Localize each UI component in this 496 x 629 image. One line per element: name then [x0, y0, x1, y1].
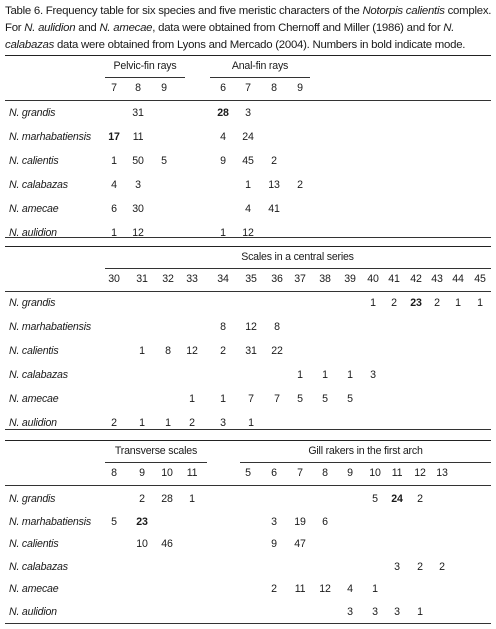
count-cell: 12: [319, 583, 331, 596]
species-name: N. marhabatiensis: [9, 515, 91, 528]
column-header: 36: [271, 273, 283, 285]
count-cell: 1: [189, 493, 195, 505]
column-header: 7: [297, 467, 303, 479]
column-header: 43: [431, 273, 443, 285]
count-cell: 7: [248, 393, 254, 405]
table-top-rule: [5, 440, 491, 441]
count-cell: 45: [242, 155, 254, 167]
count-cell: 3: [394, 560, 400, 573]
column-header: 12: [414, 467, 426, 479]
column-header: 33: [186, 273, 198, 285]
column-header: 44: [452, 273, 464, 285]
group-header-rule: [105, 462, 207, 463]
count-cell: 8: [165, 345, 171, 357]
table-bottom-rule: [5, 429, 491, 430]
header-bottom-rule: [5, 291, 491, 292]
group-header-rule: [105, 77, 185, 78]
count-cell: 3: [135, 179, 141, 191]
column-header: 32: [162, 273, 174, 285]
species-name: N. marhabatiensis: [9, 131, 91, 143]
count-cell: 5: [297, 393, 303, 405]
count-cell: 13: [268, 179, 280, 191]
column-header: 10: [369, 467, 381, 479]
count-cell: 4: [347, 583, 353, 596]
species-name: N. calabazas: [9, 179, 68, 191]
count-cell: 1: [139, 345, 145, 357]
count-cell: 1: [347, 369, 353, 381]
column-header: 37: [294, 273, 306, 285]
caption-species-name: N. aulidion: [24, 22, 76, 34]
count-cell: 1: [477, 297, 483, 309]
count-cell: 2: [417, 560, 423, 573]
column-header: 41: [388, 273, 400, 285]
species-name: N. grandis: [9, 107, 56, 119]
group-header: Gill rakers in the first arch: [308, 445, 423, 457]
count-cell: 24: [391, 493, 403, 505]
count-cell: 7: [274, 393, 280, 405]
count-cell: 2: [220, 345, 226, 357]
count-cell: 2: [297, 179, 303, 191]
column-header: 9: [347, 467, 353, 479]
count-cell: 2: [271, 583, 277, 596]
caption-species-name: N. calabazas: [5, 22, 455, 51]
group-header: Anal-fin rays: [231, 60, 289, 72]
species-name: N. calabazas: [9, 560, 68, 573]
species-name: N. grandis: [9, 297, 56, 309]
table-caption: [5, 3, 493, 54]
count-cell: 10: [136, 538, 148, 551]
column-header: 45: [474, 273, 486, 285]
column-header: 8: [111, 467, 117, 479]
count-cell: 12: [186, 345, 198, 357]
column-header: 31: [136, 273, 148, 285]
count-cell: 31: [132, 107, 144, 119]
caption-text: data were obtained from Lyons and Mercado (2004). Numbers in bold indicate mode.: [54, 39, 466, 51]
column-header: 8: [271, 82, 277, 94]
count-cell: 1: [189, 393, 195, 405]
count-cell: 1: [111, 227, 117, 239]
table-fin-rays: [5, 55, 491, 238]
count-cell: 3: [370, 369, 376, 381]
caption-text: , data were obtained from Chernoff and Miller (1986) and for: [152, 22, 444, 34]
species-name: N. grandis: [9, 493, 56, 505]
count-cell: 23: [136, 515, 148, 528]
species-name: N. aulidion: [9, 417, 57, 429]
count-cell: 1: [322, 369, 328, 381]
count-cell: 5: [111, 515, 117, 528]
caption-text: and: [75, 22, 100, 34]
count-cell: 30: [132, 203, 144, 215]
count-cell: 4: [111, 179, 117, 191]
count-cell: 9: [271, 538, 277, 551]
group-header-rule: [240, 462, 491, 463]
species-name: N. amecae: [9, 583, 59, 596]
count-cell: 24: [242, 131, 254, 143]
count-cell: 3: [220, 417, 226, 429]
count-cell: 12: [132, 227, 144, 239]
column-header: 13: [436, 467, 448, 479]
count-cell: 1: [372, 583, 378, 596]
count-cell: 1: [297, 369, 303, 381]
count-cell: 5: [161, 155, 167, 167]
species-name: N. marhabatiensis: [9, 321, 91, 333]
count-cell: 3: [245, 107, 251, 119]
count-cell: 1: [220, 393, 226, 405]
count-cell: 3: [372, 606, 378, 618]
column-header: 9: [297, 82, 303, 94]
column-header: 42: [410, 273, 422, 285]
column-header: 5: [245, 467, 251, 479]
caption-species-name: N. amecae: [99, 22, 153, 34]
count-cell: 1: [370, 297, 376, 309]
table-bottom-rule: [5, 237, 491, 238]
caption-text: Table 6. Frequency table for six species and five meristic characters of the: [5, 5, 363, 17]
count-cell: 50: [132, 155, 144, 167]
count-cell: 2: [434, 297, 440, 309]
count-cell: 46: [161, 538, 173, 551]
count-cell: 11: [294, 583, 306, 596]
count-cell: 19: [294, 515, 306, 528]
count-cell: 1: [111, 155, 117, 167]
column-header: 6: [220, 82, 226, 94]
column-header: 35: [245, 273, 257, 285]
group-header-rule: [105, 268, 491, 269]
species-name: N. calientis: [9, 538, 59, 551]
count-cell: 1: [417, 606, 423, 618]
species-name: N. aulidion: [9, 227, 57, 239]
count-cell: 2: [439, 560, 445, 573]
table-top-rule: [5, 55, 491, 56]
table-top-rule: [5, 246, 491, 247]
count-cell: 3: [347, 606, 353, 618]
table-transverse-gill: [5, 440, 491, 625]
species-name: N. aulidion: [9, 606, 57, 618]
count-cell: 41: [268, 203, 280, 215]
count-cell: 47: [294, 538, 306, 551]
column-header: 8: [322, 467, 328, 479]
count-cell: 1: [139, 417, 145, 429]
column-header: 8: [135, 82, 141, 94]
species-name: N. amecae: [9, 393, 59, 405]
count-cell: 4: [245, 203, 251, 215]
count-cell: 6: [322, 515, 328, 528]
count-cell: 23: [410, 297, 422, 309]
count-cell: 2: [139, 493, 145, 505]
count-cell: 28: [217, 107, 229, 119]
header-bottom-rule: [5, 100, 491, 101]
count-cell: 12: [242, 227, 254, 239]
column-header: 11: [186, 467, 198, 479]
species-name: N. calientis: [9, 155, 59, 167]
count-cell: 3: [394, 606, 400, 618]
header-bottom-rule: [5, 485, 491, 486]
species-name: N. calabazas: [9, 369, 68, 381]
group-header: Transverse scales: [114, 445, 198, 457]
count-cell: 8: [220, 321, 226, 333]
caption-text: complex. For: [5, 5, 492, 34]
count-cell: 2: [111, 417, 117, 429]
count-cell: 1: [220, 227, 226, 239]
table-central-scales: [5, 246, 491, 430]
count-cell: 31: [245, 345, 257, 357]
count-cell: 2: [271, 155, 277, 167]
table-bottom-rule: [5, 623, 491, 624]
count-cell: 2: [417, 493, 423, 505]
species-name: N. calientis: [9, 345, 59, 357]
group-header: Pelvic-fin rays: [113, 60, 177, 72]
count-cell: 3: [271, 515, 277, 528]
count-cell: 12: [245, 321, 257, 333]
count-cell: 1: [248, 417, 254, 429]
column-header: 11: [391, 467, 403, 479]
column-header: 39: [344, 273, 356, 285]
count-cell: 8: [274, 321, 280, 333]
column-header: 10: [161, 467, 173, 479]
count-cell: 1: [245, 179, 251, 191]
group-header: Scales in a central series: [241, 251, 354, 263]
count-cell: 1: [165, 417, 171, 429]
count-cell: 11: [132, 131, 144, 143]
count-cell: 6: [111, 203, 117, 215]
species-name: N. amecae: [9, 203, 59, 215]
count-cell: 1: [455, 297, 461, 309]
count-cell: 5: [322, 393, 328, 405]
column-header: 40: [367, 273, 379, 285]
count-cell: 2: [391, 297, 397, 309]
column-header: 30: [108, 273, 120, 285]
count-cell: 2: [189, 417, 195, 429]
column-header: 34: [217, 273, 229, 285]
column-header: 6: [271, 467, 277, 479]
count-cell: 22: [271, 345, 283, 357]
caption-species-name: Notorpis calientis: [362, 5, 445, 17]
count-cell: 5: [347, 393, 353, 405]
column-header: 9: [139, 467, 145, 479]
count-cell: 17: [108, 131, 120, 143]
count-cell: 9: [220, 155, 226, 167]
count-cell: 4: [220, 131, 226, 143]
group-header-rule: [210, 77, 310, 78]
column-header: 38: [319, 273, 331, 285]
count-cell: 5: [372, 493, 378, 505]
column-header: 9: [161, 82, 167, 94]
column-header: 7: [245, 82, 251, 94]
column-header: 7: [111, 82, 117, 94]
count-cell: 28: [161, 493, 173, 505]
